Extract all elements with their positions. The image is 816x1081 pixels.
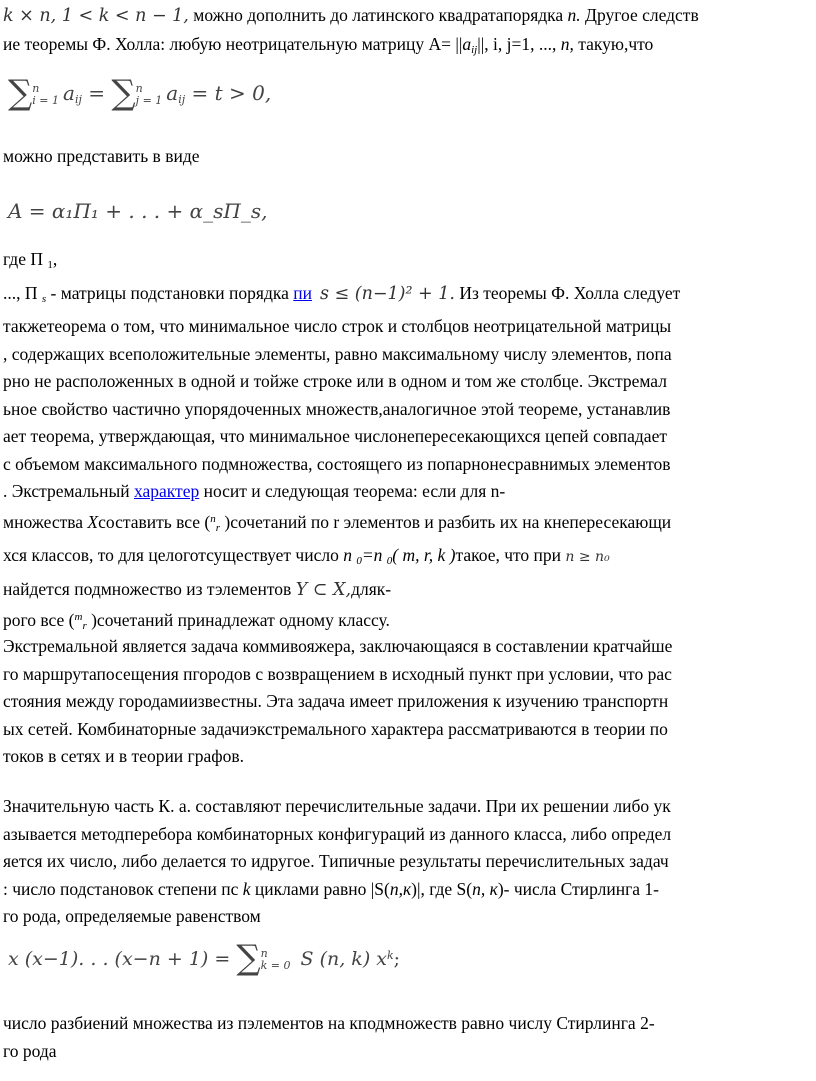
text-line: рого все ($^m_r$ )сочетаний принадлежат одному классу. [3,610,390,632]
text-line: найдется подмножество из тэлементов Y ⊂ X,дляк- [3,578,392,600]
text-line: стояния между городамиизвестны. Эта задача имеет приложения к изучению транспортн [3,691,669,711]
paragraph-stirling-second [3,1010,815,1065]
text-line: ьное свойство частично упорядоченных множеств,аналогичное этой теореме, устанавлив [3,398,671,419]
text-line: го маршрутапосещения пгородов с возвращением в исходный пункт при условии, что рас [3,663,672,684]
text-line: ..., П $_s$ - матрицы подстановки порядка пи s ≤ (n−1)² + 1. Из теоремы Ф. Холла следует [3,282,681,305]
text-line: хся классов, то для целоготсуществует число n $_0$=n $_0$( m, r, k )такое, что при n ≥ n₀ [3,545,610,567]
text-line: множества Xсоставить все ($^n_r$ )сочетаний по r элементов и разбить их на кнепересекающи [3,511,672,534]
text-line: го рода [3,1040,57,1061]
text-line: число разбиений множества из пэлементов на кподмножеств равно числу Стирлинга 2- [3,1013,655,1033]
text-line: Значительную часть К. а. составляют перечислительные задачи. При их решении либо ук [3,796,671,816]
formula-n-geq-n0: n ≥ n₀ [565,549,610,565]
formula-decomposition: A = α₁Π₁ + . . . + α_sΠ_s, [8,199,268,223]
paragraph-hall-theorem [3,246,815,641]
link-character[interactable]: характер [133,481,200,501]
text-line: яется их число, либо делается то идругое. Типичные результаты перечислительных задач [3,851,669,871]
formula-y-subset-x: Y ⊂ X, [295,579,352,600]
text-line: такжетеорема о том, что минимальное число строк и столбцов неотрицательной матрицы [3,316,672,336]
text-line: Экстремальной является задача коммивояжера, заключающаяся в составлении кратчайше [3,636,673,656]
text-line: с объемом максимального подмножества, состоящего из попарнонесравнимых элементов [3,453,671,474]
formula-k-n-range: k × n, 1 < k < n − 1, [3,6,189,26]
paragraph-latin-square [3,2,815,64]
text-line: : число подстановок степени пс k циклами равно |S(n,к)|, где S(n, к)- числа Стирлинга 1- [3,878,659,899]
formula-stirling: x (x−1). . . (x−n + 1) = ∑ n k = 0 S (n, k) $x^k$; [8,938,401,978]
text-line: где П $_1$, [3,249,58,271]
formula-row-sum: ∑ n i = 1 $a_{ij}$ = ∑ n j = 1 $a_{ij} = t > 0$, [8,73,272,113]
text-line: ых сетей. Комбинаторные задачиэкстремального характера рассматриваются в теории по [3,718,668,739]
link-pi[interactable]: пи [293,282,312,303]
text-line: можно представить в виде [3,146,200,166]
text-line: рно не расположенных в одной и тойже строке или в одном и том же столбце. Экстремал [3,371,667,391]
text-line: . Экстремальный характер носит и следующая теорема: если для n- [3,481,506,501]
text-line: азывается методперебора комбинаторных конфигураций из данного класса, либо определ [3,823,672,844]
text-line: го рода, определяемые равенством [3,906,261,926]
text-line: ает теорема, утверждающая, что минимальное числонепересекающихся цепей совпадает [3,426,667,446]
formula-s-bound: s ≤ (n−1)² + 1. [319,283,455,304]
paragraph-represent [3,143,815,171]
paragraph-enumeration [3,793,815,931]
paragraph-salesman [3,633,815,771]
text-line: , содержащих всеположительные элементы, равно максимальному числу элементов, попа [3,343,672,364]
text-line: k × n, 1 < k < n − 1, можно дополнить до латинского квадратапорядка n. Другое следств [3,5,699,26]
text-line: ие теоремы Ф. Холла: любую неотрицательную матрицу $А= ||a_{ij}||$, i, j=1, ..., n, такую,что [3,33,654,56]
text-line: токов в сетях и в теории графов. [3,746,244,766]
